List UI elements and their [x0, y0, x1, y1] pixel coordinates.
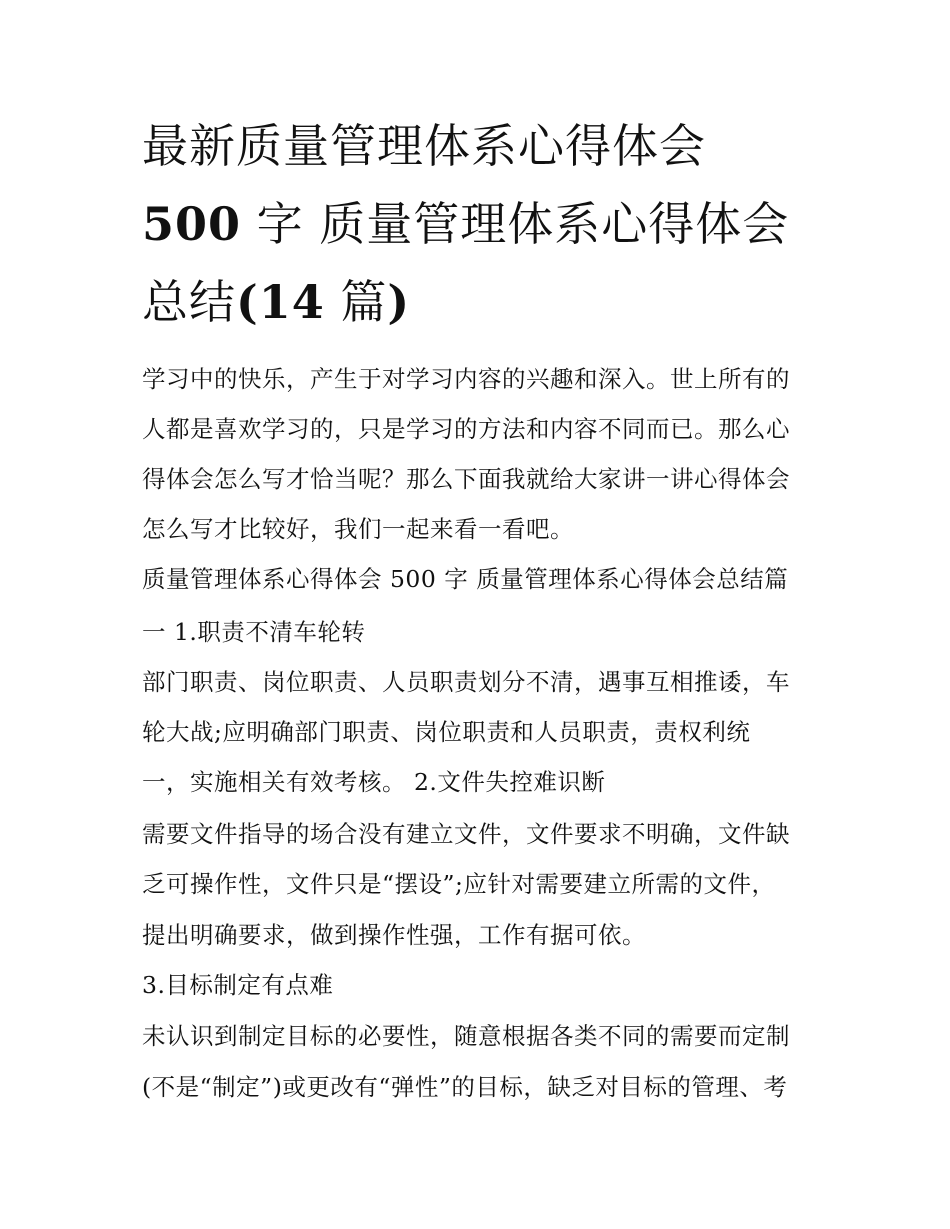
- body-line-3: 得体会怎么写才恰当呢？那么下面我就给大家讲一讲心得体会: [142, 465, 790, 493]
- body-line-5: 质量管理体系心得体会 500 字 质量管理体系心得体会总结篇: [142, 565, 789, 593]
- body-line-8: 轮大战;应明确部门职责、岗位职责和人员职责，责权利统: [142, 718, 751, 746]
- body-line-10: 需要文件指导的场合没有建立文件，文件要求不明确，文件缺: [142, 820, 790, 848]
- title-line-3: 总结(14 篇): [142, 275, 411, 329]
- body-line-1: 学习中的快乐，产生于对学习内容的兴趣和深入。世上所有的: [142, 365, 790, 393]
- title-line-2: 500 字 质量管理体系心得体会: [142, 197, 790, 251]
- body-line-2: 人都是喜欢学习的，只是学习的方法和内容不同而已。那么心: [142, 415, 790, 443]
- body-line-7: 部门职责、岗位职责、人员职责划分不清，遇事互相推诿，车: [142, 668, 790, 696]
- body-line-12: 提出明确要求，做到操作性强，工作有据可依。: [142, 921, 646, 949]
- body-line-4: 怎么写才比较好，我们一起来看一看吧。: [142, 515, 574, 543]
- body-line-15: (不是“制定”)或更改有“弹性”的目标，缺乏对目标的管理、考: [142, 1073, 788, 1101]
- body-line-9: 一，实施相关有效考核。 2.文件失控难识断: [142, 768, 606, 796]
- body-line-11: 乏可操作性，文件只是“摆设”;应针对需要建立所需的文件，: [142, 870, 776, 898]
- body-line-14: 未认识到制定目标的必要性，随意根据各类不同的需要而定制: [142, 1022, 790, 1050]
- body-line-6: 一 1.职责不清车轮转: [142, 618, 366, 646]
- body-line-13: 3.目标制定有点难: [142, 971, 334, 999]
- title-line-1: 最新质量管理体系心得体会: [142, 119, 706, 173]
